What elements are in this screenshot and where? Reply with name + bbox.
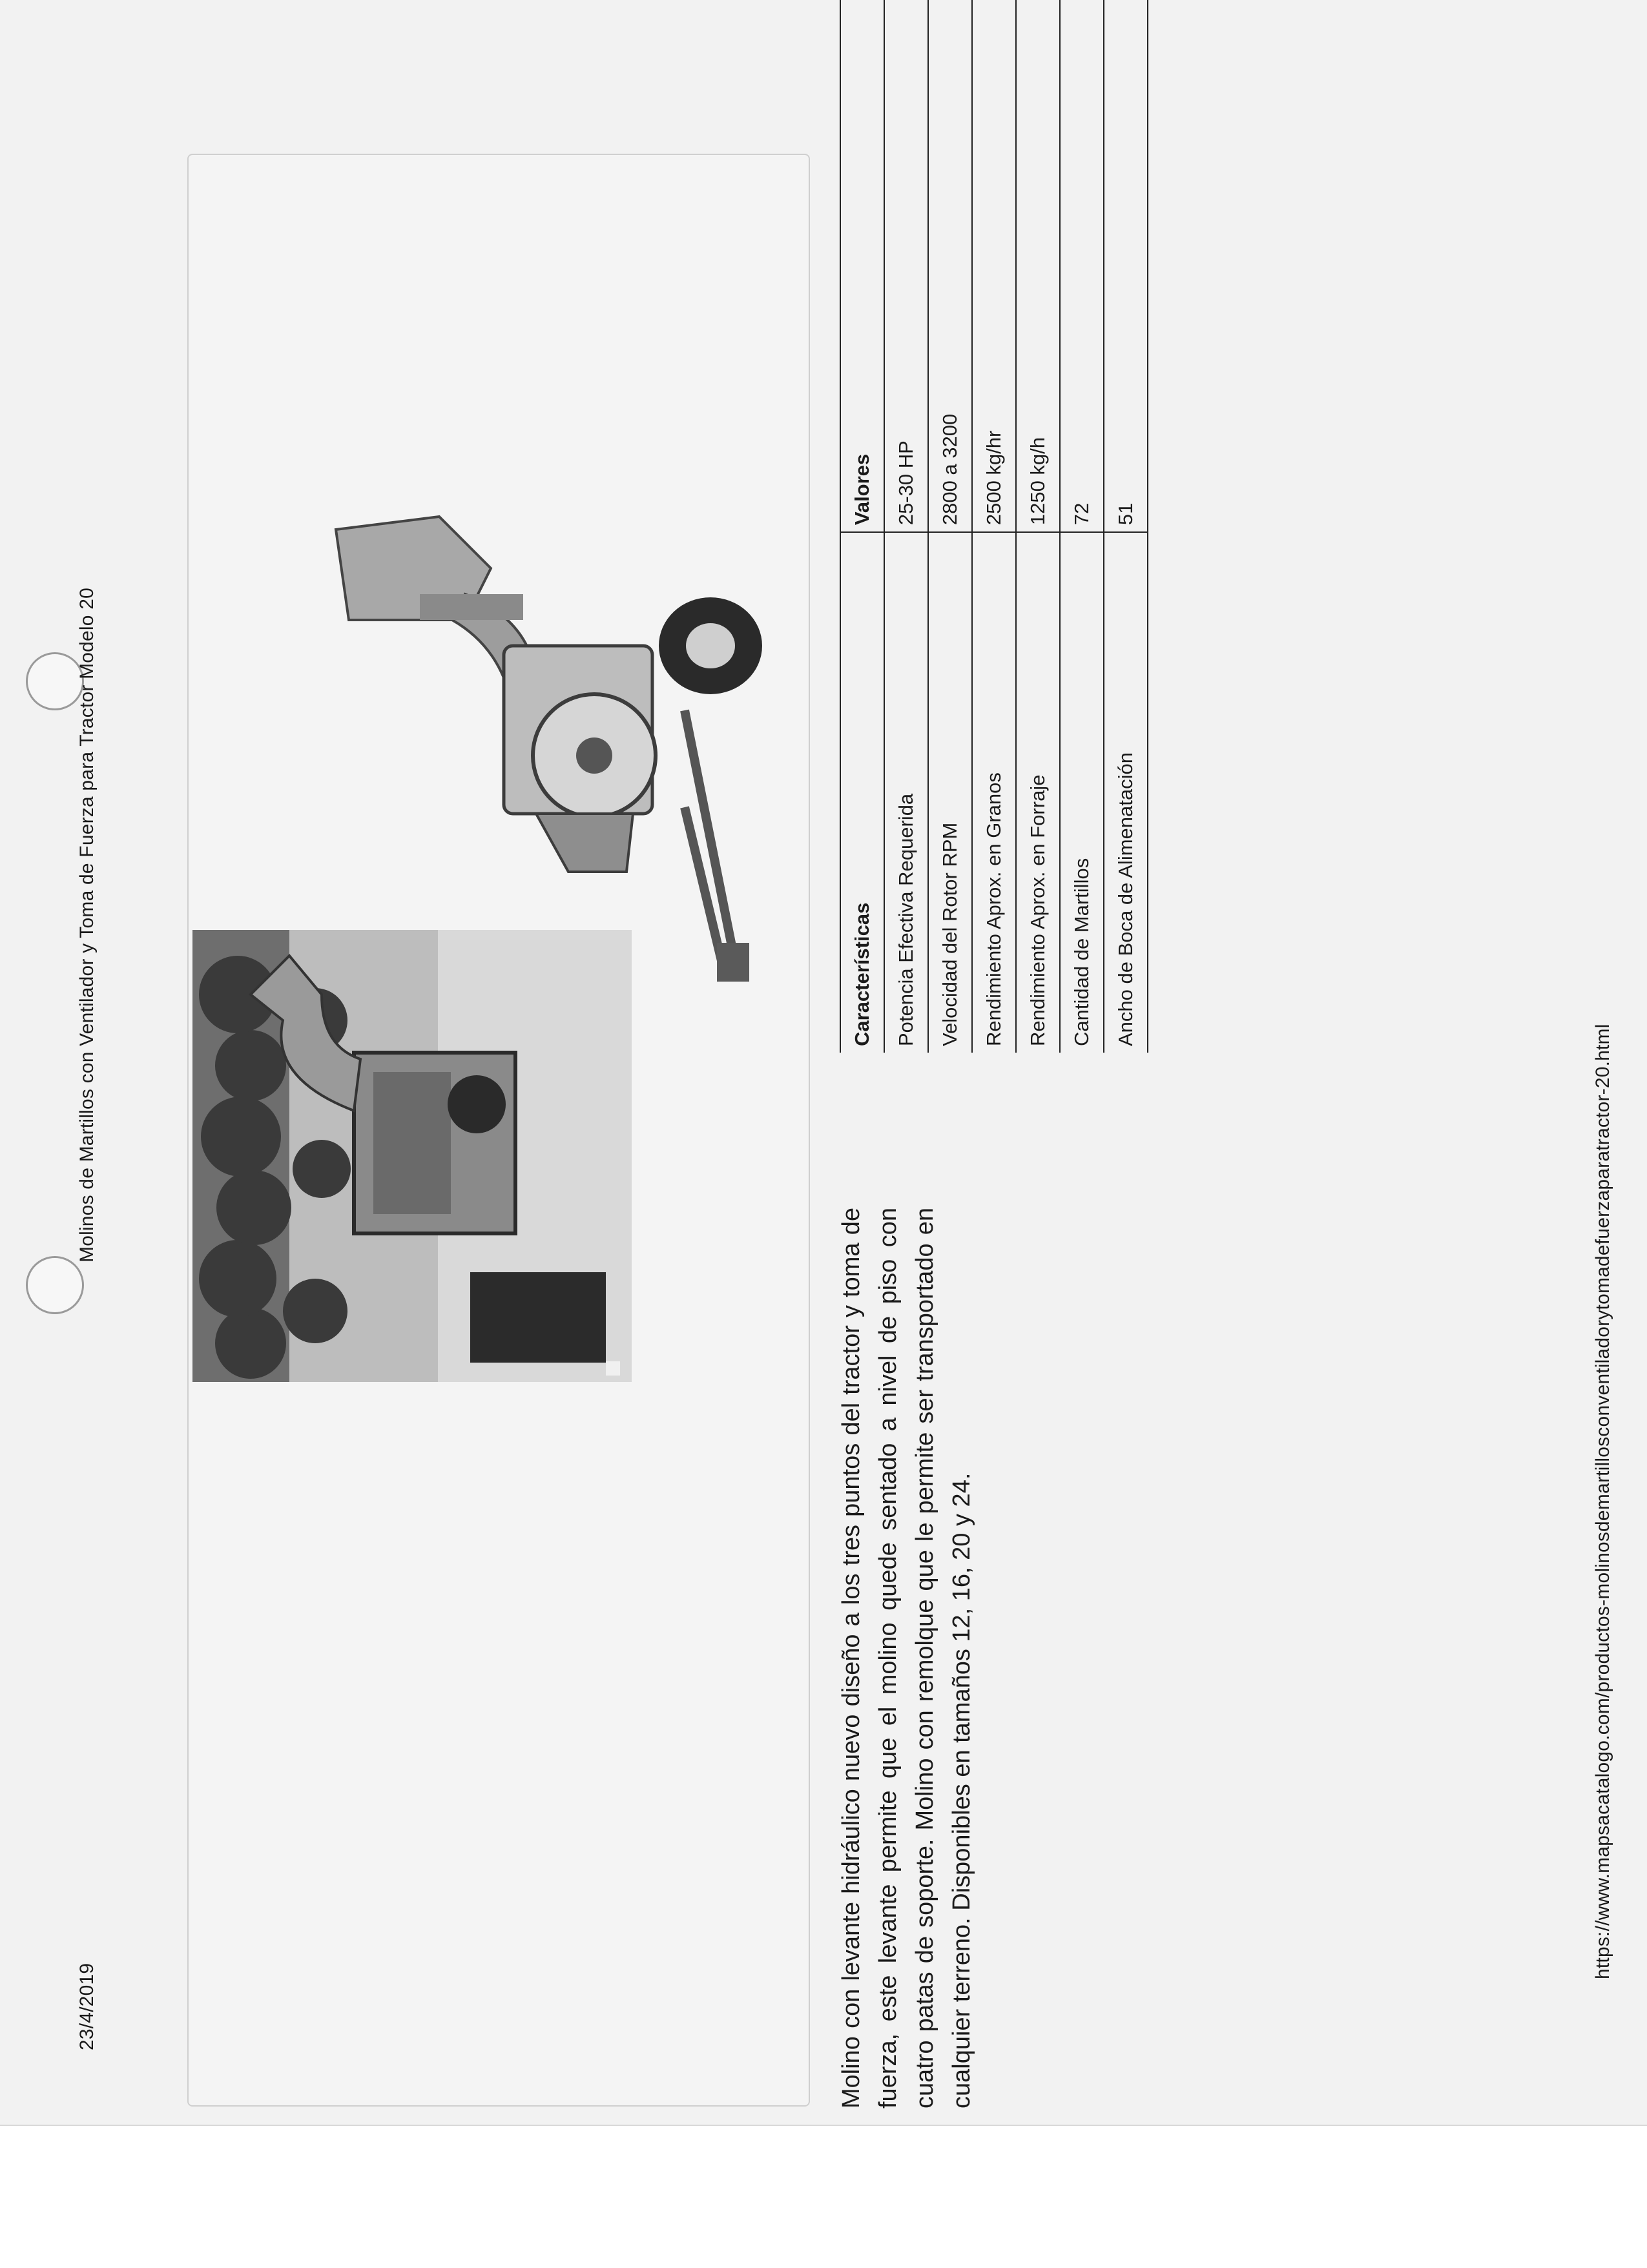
table-row: [928, 0, 972, 1053]
spec-label: Cantidad de Martillos: [1060, 532, 1104, 1053]
field-photo: [192, 930, 632, 1382]
spec-value: 2500 kg/hr: [972, 0, 1016, 532]
specs-header-row: [840, 0, 884, 1053]
specs-header-values: Valores: [840, 0, 884, 532]
specs-header-characteristics: Características: [840, 532, 884, 1053]
scanner-margin: [0, 2125, 1647, 2268]
spec-label: Rendimiento Aprox. en Forraje: [1016, 532, 1060, 1053]
spec-value: 2800 a 3200: [928, 0, 972, 532]
source-url[interactable]: https://www.mapsacatalogo.com/productos-molinosdemartillosconventiladorytomadefuerzaparatractor-20.html: [1592, 1024, 1613, 1979]
spec-label: Rendimiento Aprox. en Granos: [972, 532, 1016, 1053]
table-row: [1104, 0, 1148, 1053]
table-row: [972, 0, 1016, 1053]
field-photo-graphic: [192, 930, 632, 1382]
table-row: [1060, 0, 1104, 1053]
product-graphic: [323, 504, 801, 982]
spec-value: 72: [1060, 0, 1104, 532]
spec-label: Velocidad del Rotor RPM: [928, 532, 972, 1053]
spec-label: Ancho de Boca de Alimenatación: [1104, 532, 1148, 1053]
table-row: [884, 0, 928, 1053]
print-date: 23/4/2019: [76, 1963, 98, 2050]
spec-value: 25-30 HP: [884, 0, 928, 532]
spec-label: Potencia Efectiva Requerida: [884, 532, 928, 1053]
spec-value: 51: [1104, 0, 1148, 532]
product-image: [323, 504, 801, 982]
product-description: Molino con levante hidráulico nuevo diseño a los tres puntos del tractor y toma de fuerza, este levante permite que el molino quede sentado a nivel de piso con cuatro patas de soporte. Molino con remolque que le permite ser transportado en cualquier terreno. Disponibles en tamaños 12, 16, 20 y 24.: [838, 1208, 975, 2108]
spec-value: 1250 kg/h: [1016, 0, 1060, 532]
specs-table: [840, 0, 1148, 1053]
table-row: [1016, 0, 1060, 1053]
page-title: Molinos de Martillos con Ventilador y Toma de Fuerza para Tractor Modelo 20: [76, 588, 98, 1263]
